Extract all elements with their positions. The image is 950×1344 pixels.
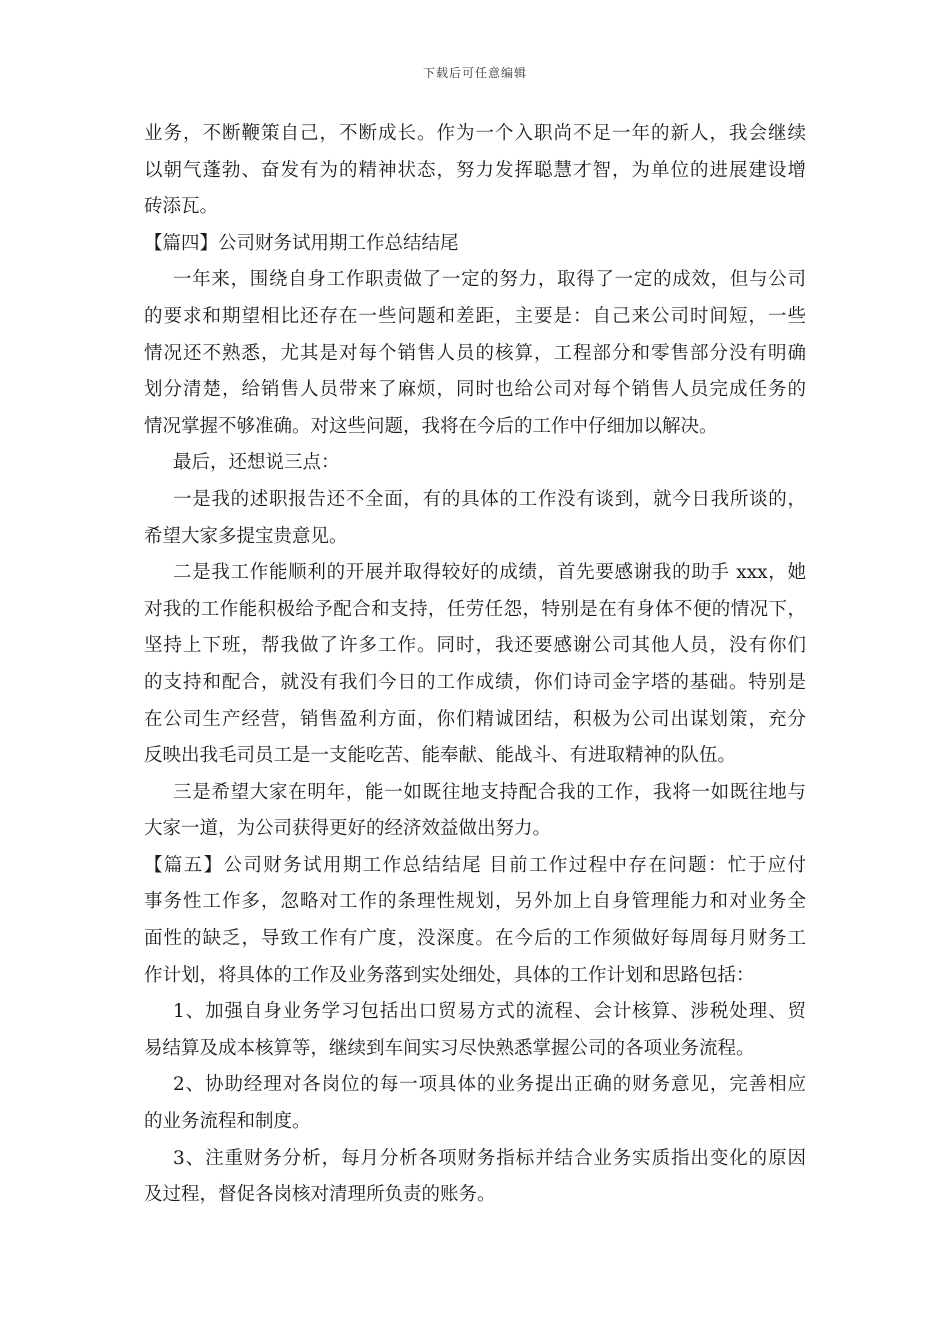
text-line: 2、协助经理对各岗位的每一项具体的业务提出正确的财务意见，完善相应 xyxy=(173,1074,806,1096)
text-line: 坚持上下班，帮我做了许多工作。同时，我还要感谢公司其他人员，没有你们 xyxy=(144,635,806,657)
text-line: 面性的缺乏，导致工作有广度，没深度。在今后的工作须做好每周每月财务工 xyxy=(144,928,806,950)
text-line: 事务性工作多，忽略对工作的条理性规划，另外加上自身管理能力和对业务全 xyxy=(144,891,806,913)
text-line: 的业务流程和制度。 xyxy=(144,1111,311,1133)
text-line: 三是希望大家在明年，能一如既往地支持配合我的工作，我将一如既往地与 xyxy=(173,781,806,803)
text-line: 易结算及成本核算等，继续到车间实习尽快熟悉掌握公司的各项业务流程。 xyxy=(144,1037,755,1059)
text-line: 的支持和配合，就没有我们今日的工作成绩，你们诗司金字塔的基础。特别是 xyxy=(144,671,806,693)
text-line: 在公司生产经营，销售盈利方面，你们精诚团结，积极为公司出谋划策，充分 xyxy=(144,708,806,730)
text-line: 情况还不熟悉，尤其是对每个销售人员的核算，工程部分和零售部分没有明确 xyxy=(144,342,806,364)
text-line: 希望大家多提宝贵意见。 xyxy=(144,525,348,547)
text-line: 划分清楚，给销售人员带来了麻烦，同时也给公司对每个销售人员完成任务的 xyxy=(144,379,806,401)
page-header: 下载后可任意编辑 xyxy=(422,66,527,80)
text-line: 大家一道，为公司获得更好的经济效益做出努力。 xyxy=(144,818,552,840)
text-line: 对我的工作能积极给予配合和支持，任劳任怨，特别是在有身体不便的情况下， xyxy=(144,598,806,620)
text-line: 二是我工作能顺利的开展并取得较好的成绩，首先要感谢我的助手 xxx，她 xyxy=(173,562,806,584)
text-line: 最后，还想说三点： xyxy=(173,452,340,474)
text-line: 的要求和期望相比还存在一些问题和差距，主要是：自己来公司时间短，一些 xyxy=(144,305,806,327)
text-line: 情况掌握不够准确。对这些问题，我将在今后的工作中仔细加以解决。 xyxy=(144,415,718,437)
document-body xyxy=(144,116,806,1214)
text-line: 作计划，将具体的工作及业务落到实处细处，具体的工作计划和思路包括： xyxy=(144,964,755,986)
text-line: 一是我的述职报告还不全面，有的具体的工作没有谈到，就今日我所谈的， xyxy=(173,488,806,510)
text-line: 砖添瓦。 xyxy=(144,196,219,218)
section-heading: 【篇五】公司财务试用期工作总结结尾 目前工作过程中存在问题：忙于应付 xyxy=(144,854,806,876)
text-line: 反映出我毛司员工是一支能吃苦、能奉献、能战斗、有进取精神的队伍。 xyxy=(144,745,737,767)
text-line: 1、加强自身业务学习包括出口贸易方式的流程、会计核算、涉税处理、贸 xyxy=(173,1001,806,1023)
text-line: 及过程，督促各岗核对清理所负责的账务。 xyxy=(144,1184,496,1206)
section-heading: 【篇四】公司财务试用期工作总结结尾 xyxy=(144,232,459,254)
text-line: 业务，不断鞭策自己，不断成长。作为一个入职尚不足一年的新人，我会继续 xyxy=(144,123,806,144)
text-line: 3、注重财务分析，每月分析各项财务指标并结合业务实质指出变化的原因 xyxy=(173,1147,806,1169)
text-line: 以朝气蓬勃、奋发有为的精神状态，努力发挥聪慧才智，为单位的进展建设增 xyxy=(144,159,806,181)
text-line: 一年来，围绕自身工作职责做了一定的努力，取得了一定的成效，但与公司 xyxy=(173,269,806,291)
